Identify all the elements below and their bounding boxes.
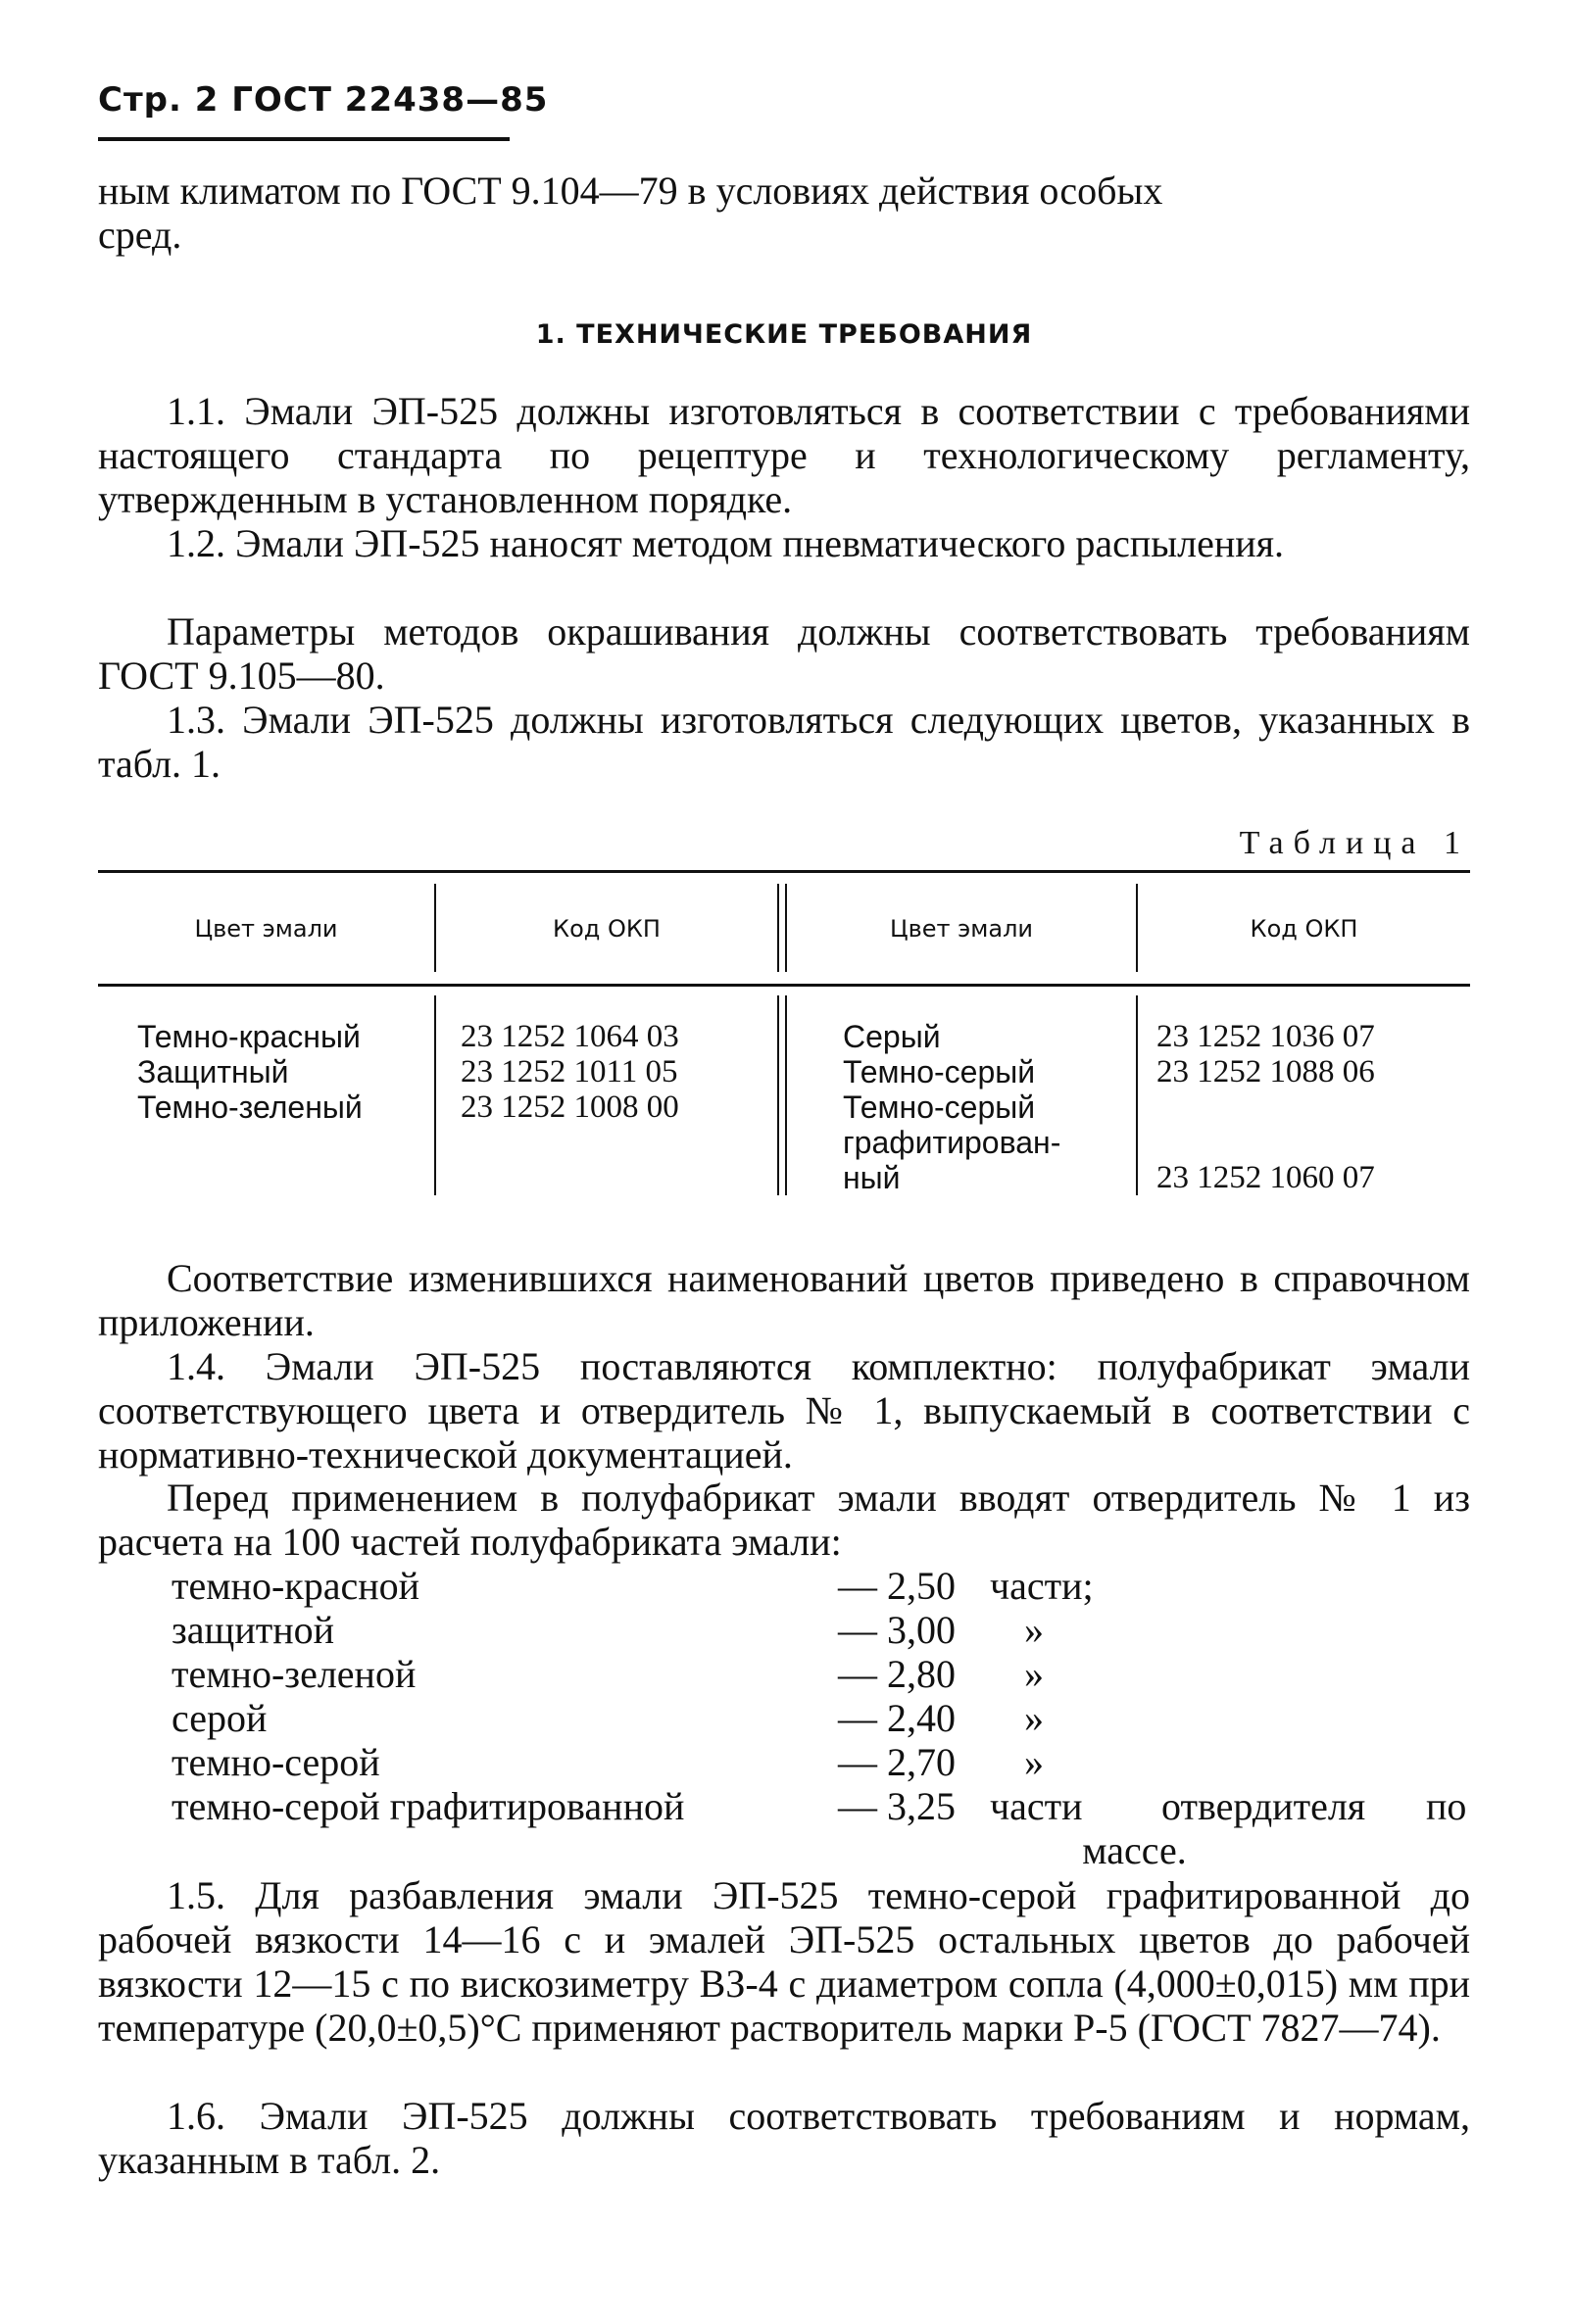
- list-item: [172, 1652, 1475, 1696]
- dose-unit: части: [990, 1784, 1083, 1828]
- list-item: [172, 1784, 1475, 1828]
- table-header-code: Код ОКП: [553, 915, 661, 943]
- table-double-divider: [777, 884, 779, 972]
- paragraph-1-4: 1.4. Эмали ЭП-525 поставляются комплектно: полуфабрикат эмали соответствующего цвета и отвердитель № 1, выпускаемый в соответствии с нормативно-технической документацией.: [98, 1344, 1470, 1477]
- table-1: [98, 870, 1470, 1203]
- paragraph-1-1: 1.1. Эмали ЭП-525 должны изготовляться в соответствии с требованиями настоящего стандарта по рецептуре и технологическому регламенту, утвержденным в установленном порядке.: [98, 389, 1470, 521]
- table-cell: [1156, 1125, 1375, 1160]
- dose-value: — 2,70: [838, 1740, 956, 1784]
- running-head: Стр. 2 ГОСТ 22438—85: [98, 80, 549, 120]
- paragraph-correspondence: Соответствие изменившихся наименований цветов приведено в справочном приложении.: [98, 1256, 1470, 1344]
- table-1-caption: Таблица 1: [1239, 825, 1470, 861]
- table-cell: 23 1252 1060 07: [1156, 1160, 1375, 1195]
- table-right-colors: [843, 1019, 1060, 1195]
- table-left-colors: [137, 1019, 363, 1125]
- table-cell: Темно-серый: [843, 1054, 1036, 1089]
- table-cell: 23 1252 1064 03: [461, 1019, 679, 1054]
- table-cell: Защитный: [137, 1054, 289, 1089]
- table-cell: 23 1252 1036 07: [1156, 1019, 1375, 1054]
- table-cell: 23 1252 1088 06: [1156, 1054, 1375, 1089]
- table-cell: [1156, 1089, 1375, 1125]
- paragraph-1-5: 1.5. Для разбавления эмали ЭП-525 темно-серой графитированной до рабочей вязкости 14—16 с и эмалей ЭП-525 остальных цветов до рабочей вязкости 12—15 с по вискозиметру ВЗ-4 с диаметром сопла (4,000±0,015) мм при температуре (20,0±0,5)°С применяют растворитель марки Р-5 (ГОСТ 7827—74).: [98, 1873, 1470, 2050]
- table-cell: 23 1252 1011 05: [461, 1054, 678, 1089]
- running-head-rule: [98, 137, 510, 141]
- table-cell: Темно-серый: [843, 1089, 1036, 1125]
- table-header-rule: [98, 984, 1470, 987]
- table-header-code: Код ОКП: [1250, 915, 1358, 943]
- dose-color: темно-серой: [172, 1740, 380, 1784]
- dose-value: — 2,50: [838, 1564, 956, 1608]
- paragraph-1-6: 1.6. Эмали ЭП-525 должны соответствовать требованиям и нормам, указанным в табл. 2.: [98, 2094, 1470, 2182]
- table-cell: Серый: [843, 1019, 941, 1054]
- section-heading: 1. ТЕХНИЧЕСКИЕ ТРЕБОВАНИЯ: [535, 319, 1033, 350]
- table-top-rule: [98, 870, 1470, 873]
- dose-tail-word: отвердителя: [1161, 1784, 1366, 1828]
- dose-value: — 2,40: [838, 1696, 956, 1740]
- dose-tail: [990, 1784, 1475, 1828]
- intro-line-1: ным климатом по ГОСТ 9.104—79 в условиях действия особых: [98, 169, 1163, 213]
- list-item: [172, 1740, 1475, 1784]
- paragraph-parameters: Параметры методов окрашивания должны соответствовать требованиям ГОСТ 9.105—80.: [98, 609, 1470, 698]
- list-item: [172, 1608, 1475, 1652]
- dose-value: — 2,80: [838, 1652, 956, 1696]
- dose-color: темно-серой графитированной: [172, 1784, 685, 1828]
- table-double-divider: [785, 995, 787, 1195]
- paragraph-before-use: Перед применением в полуфабрикат эмали вводят отвердитель № 1 из расчета на 100 частей полуфабриката эмали:: [98, 1476, 1470, 1564]
- list-item: [172, 1828, 1475, 1872]
- table-right-codes: [1156, 1019, 1375, 1195]
- dose-color: защитной: [172, 1608, 335, 1652]
- dose-massa: массе.: [1082, 1828, 1187, 1872]
- table-cell: ный: [843, 1160, 901, 1195]
- hardener-dose-list: [172, 1564, 1475, 1872]
- dose-ditto: »: [1024, 1652, 1044, 1696]
- table-cell: Темно-красный: [137, 1019, 361, 1054]
- table-divider: [1136, 995, 1138, 1195]
- table-double-divider: [777, 995, 779, 1195]
- table-cell: 23 1252 1008 00: [461, 1089, 679, 1125]
- list-item: [172, 1564, 1475, 1608]
- intro-line-2: сред.: [98, 213, 182, 257]
- table-divider: [434, 995, 436, 1195]
- paragraph-1-2: 1.2. Эмали ЭП-525 наносят методом пневматического распыления.: [167, 521, 1285, 565]
- dose-value: — 3,25: [838, 1784, 956, 1828]
- paragraph-1-3: 1.3. Эмали ЭП-525 должны изготовляться следующих цветов, указанных в табл. 1.: [98, 698, 1470, 786]
- dose-ditto: »: [1024, 1608, 1044, 1652]
- dose-color: темно-красной: [172, 1564, 420, 1608]
- dose-ditto: »: [1024, 1696, 1044, 1740]
- dose-unit: части;: [990, 1564, 1094, 1608]
- dose-value: — 3,00: [838, 1608, 956, 1652]
- dose-color: серой: [172, 1696, 268, 1740]
- table-cell: Темно-зеленый: [137, 1089, 363, 1125]
- table-header-color: Цвет эмали: [889, 915, 1034, 943]
- table-header-color: Цвет эмали: [194, 915, 338, 943]
- dose-ditto: »: [1024, 1740, 1044, 1784]
- list-item: [172, 1696, 1475, 1740]
- table-cell: графитирован-: [843, 1125, 1061, 1160]
- dose-tail-word: по: [1426, 1784, 1467, 1828]
- dose-color: темно-зеленой: [172, 1652, 417, 1696]
- table-left-codes: [461, 1019, 679, 1125]
